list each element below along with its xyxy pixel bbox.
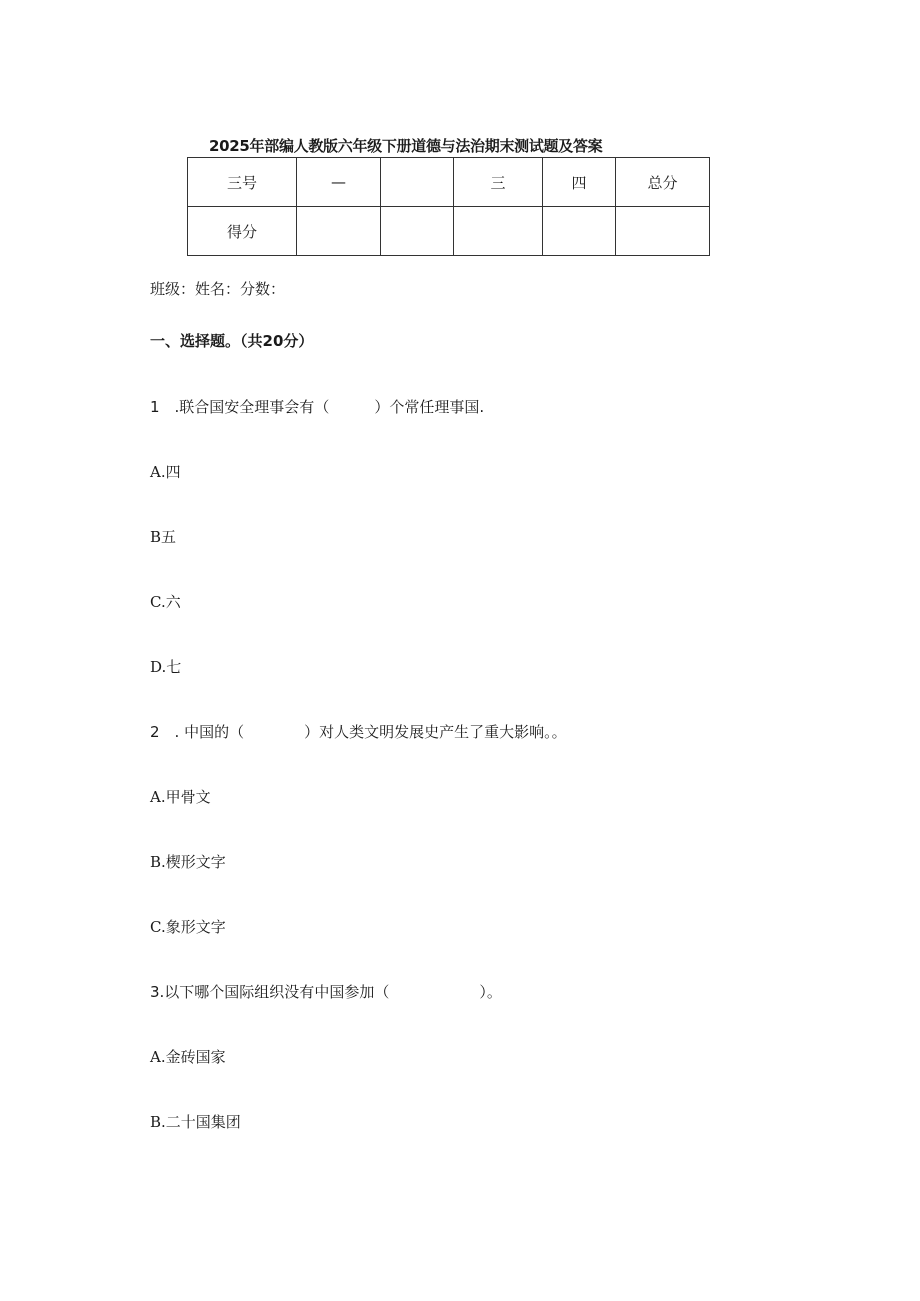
score-table-header-cell [381,158,454,207]
score-table-score-cell [454,207,543,256]
section-title: 一、选择题。（共20分） [150,332,314,350]
score-table [187,157,710,256]
answer-option: B.楔形文字 [150,853,226,871]
score-table-header-cell: 总分 [616,158,710,207]
student-info-line: 班级：姓名：分数： [150,280,286,298]
answer-option: C.六 [150,593,181,611]
score-table-header-cell: 四 [543,158,616,207]
answer-option: B五 [150,528,177,546]
question-stem: 2 . 中国的（ ）对人类文明发展史产生了重大影响。。 [150,723,567,741]
score-table-score-cell [297,207,381,256]
score-table-row-label: 得分 [188,207,297,256]
score-table-header-cell: 三号 [188,158,297,207]
question-stem: 1 .联合国安全理事会有（ ）个常任理事国. [150,398,485,416]
score-table-score-cell [616,207,710,256]
score-table-header-cell: — [297,158,381,207]
score-table-score-row [188,207,710,256]
score-table-score-cell [543,207,616,256]
answer-option: D.七 [150,658,182,676]
answer-option: A.四 [150,463,181,481]
answer-option: B.二十国集团 [150,1113,241,1131]
score-table-header-cell: 三 [454,158,543,207]
score-table-score-cell [381,207,454,256]
document-title: 2025年部编人教版六年级下册道德与法治期末测试题及答案 [209,137,603,155]
question-stem: 3.以下哪个国际组织没有中国参加（ ）。 [150,983,502,1001]
score-table-header-row [188,158,710,207]
answer-option: A.金砖国家 [150,1048,226,1066]
answer-option: A.甲骨文 [150,788,211,806]
answer-option: C.象形文字 [150,918,226,936]
